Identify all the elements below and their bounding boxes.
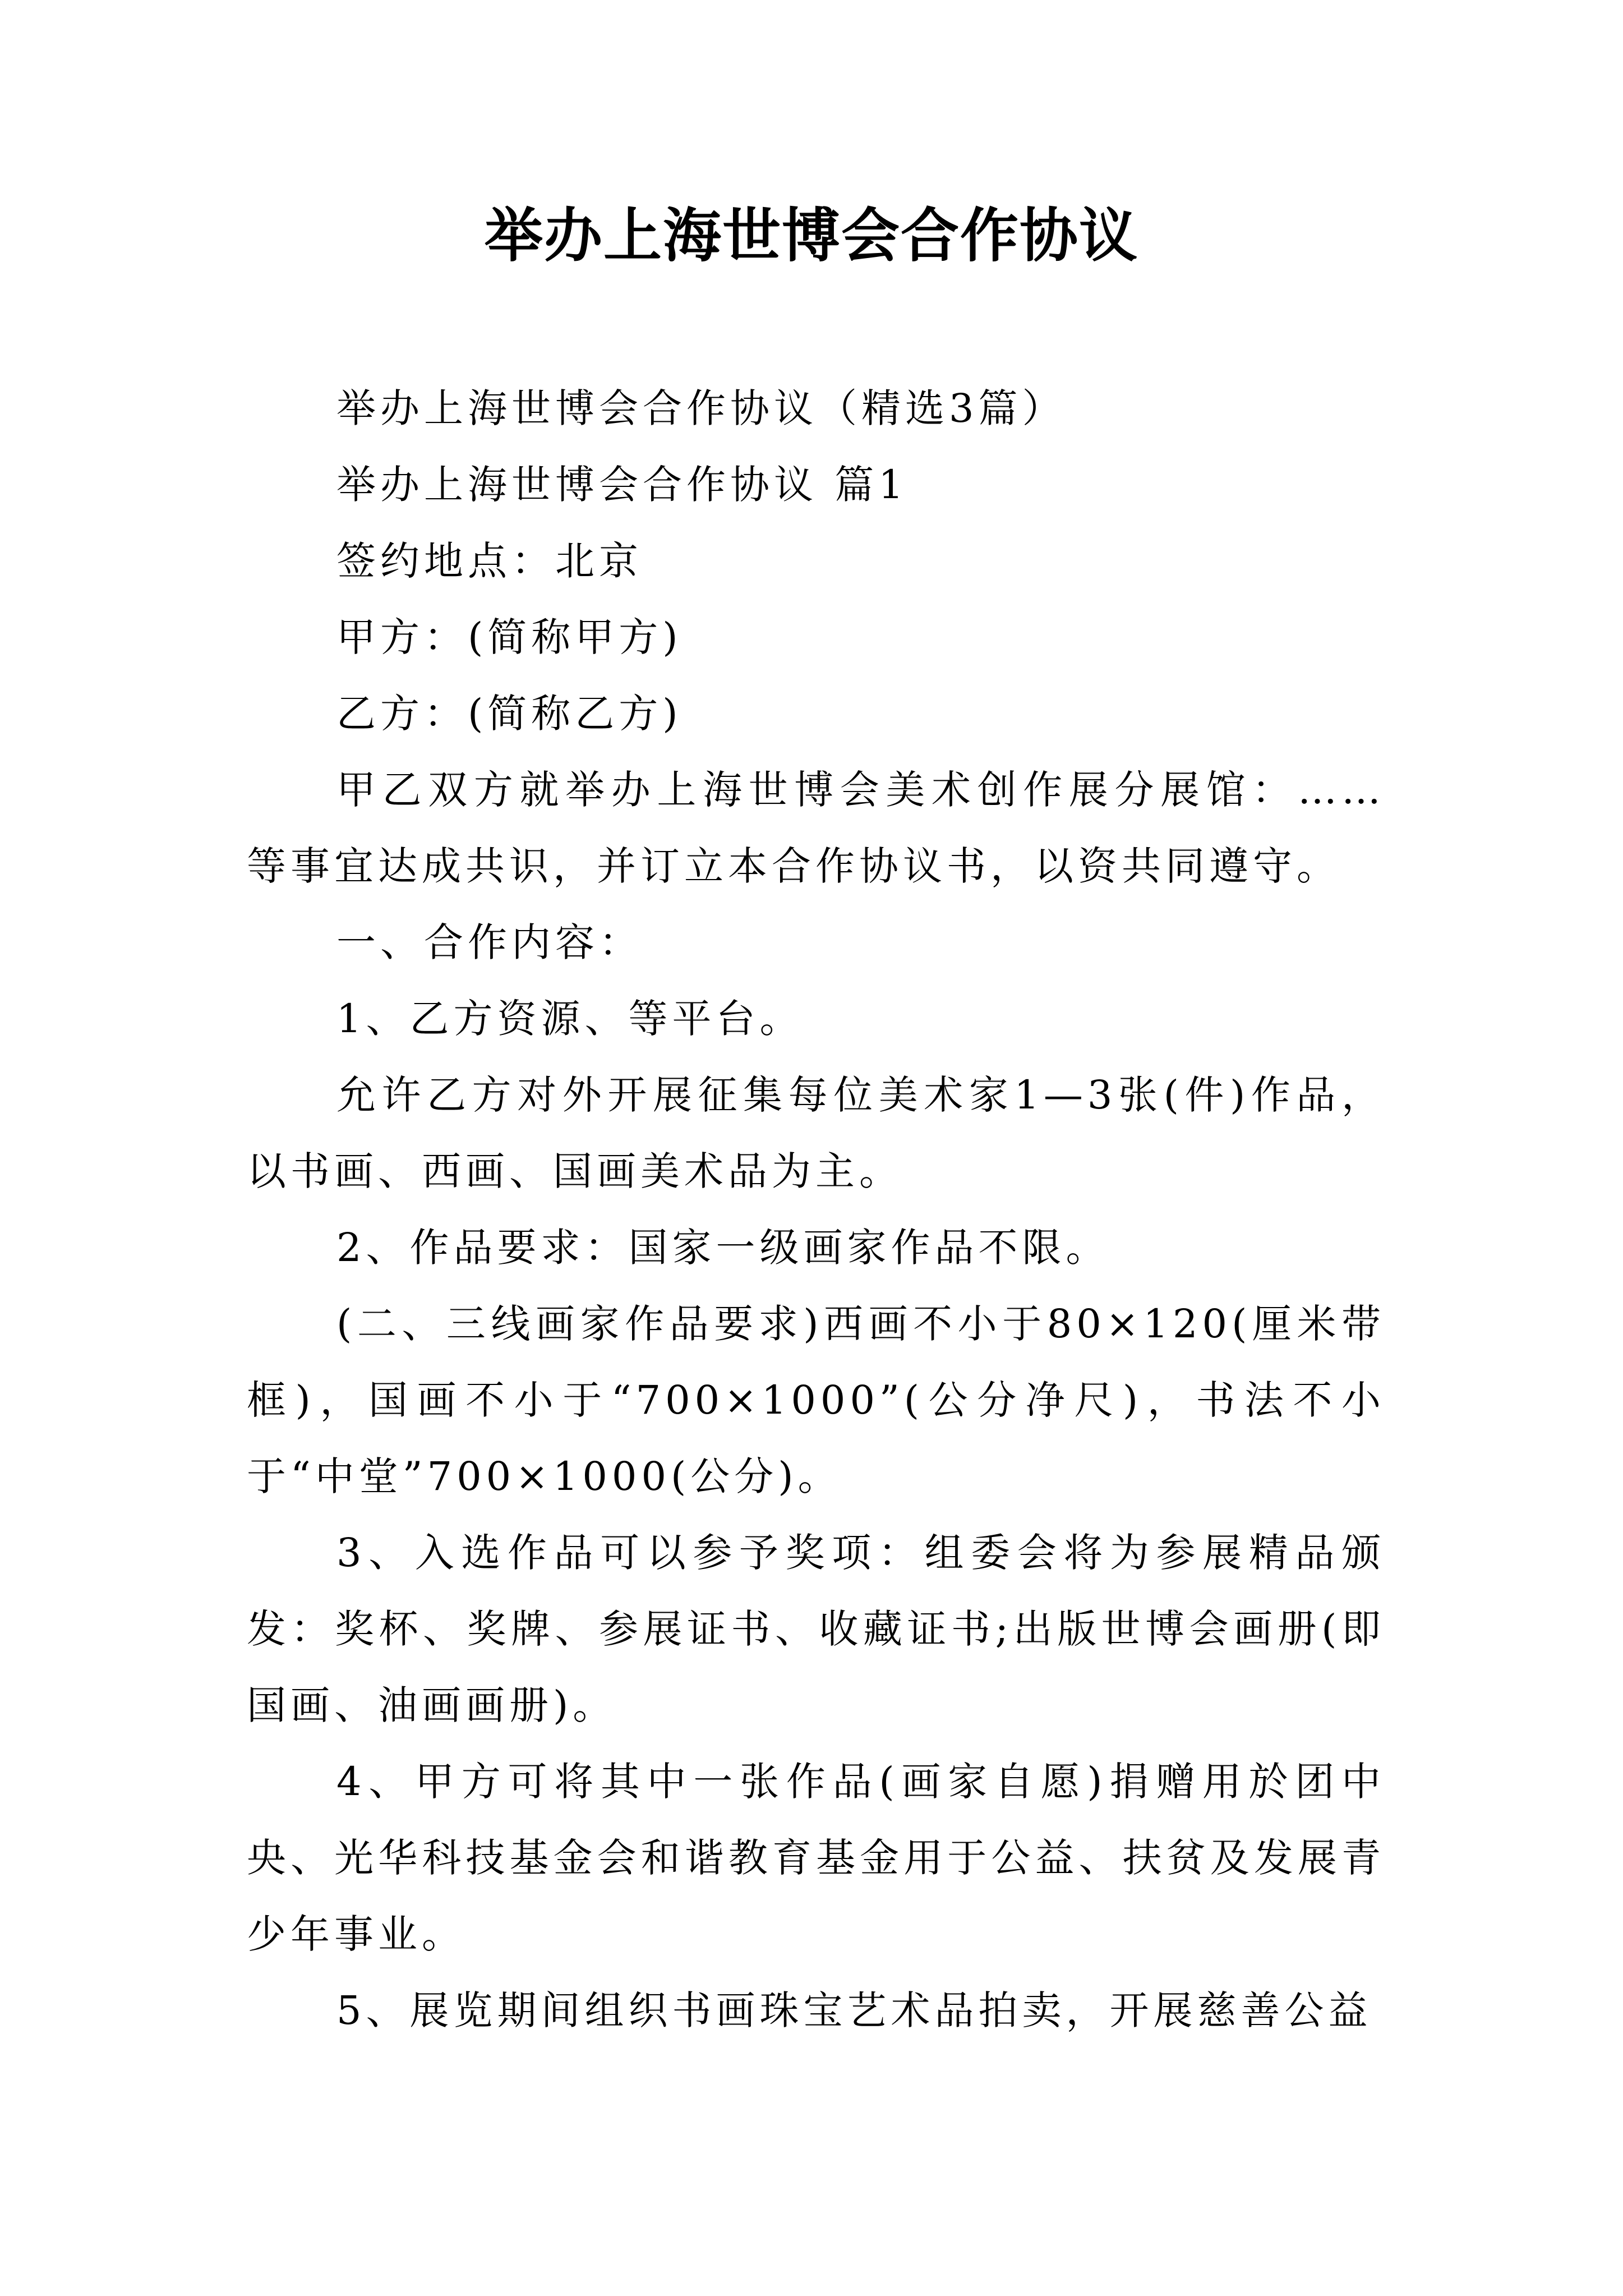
paragraph-item-1-detail: 允许乙方对外开展征集每位美术家1—3张(件)作品，以书画、西画、国画美术品为主。	[247, 1072, 1385, 1194]
paragraph-section-heading: 一、合作内容：	[336, 919, 643, 965]
paragraph-item-2: 2、作品要求：国家一级画家作品不限。	[336, 1225, 1110, 1271]
paragraph-subtitle: 举办上海世博会合作协议（精选3篇）	[336, 385, 1066, 431]
document-body	[247, 370, 1385, 2049]
paragraph-item-2-detail: (二、三线画家作品要求)西画不小于80×120(厘米带框)，国画不小于“700×1000”(公分净尺)，书法不小于“中堂”700×1000(公分)。	[247, 1301, 1385, 1499]
paragraph-item-4: 4、甲方可将其中一张作品(画家自愿)捐赠用於团中央、光华科技基金会和谐教育基金用于公益、扶贫及发展青少年事业。	[247, 1759, 1385, 1957]
paragraph-item-5: 5、展览期间组织书画珠宝艺术品拍卖，开展慈善公益	[336, 1987, 1372, 2033]
paragraph-preamble: 甲乙双方就举办上海世博会美术创作展分展馆：……等事宜达成共识，并订立本合作协议书，以资共同遵守。	[247, 767, 1385, 889]
paragraph-party-b: 乙方：(简称乙方)	[336, 691, 683, 737]
paragraph-part-heading: 举办上海世博会合作协议 篇1	[336, 462, 908, 508]
document-title: 举办上海世博会合作协议	[484, 201, 1138, 270]
paragraph-signing-place: 签约地点：北京	[336, 538, 643, 584]
paragraph-item-1: 1、乙方资源、等平台。	[336, 996, 804, 1042]
paragraph-item-3: 3、入选作品可以参予奖项：组委会将为参展精品颁发：奖杯、奖牌、参展证书、收藏证书;出版世博会画册(即国画、油画画册)。	[247, 1530, 1385, 1728]
paragraph-party-a: 甲方：(简称甲方)	[336, 614, 683, 660]
